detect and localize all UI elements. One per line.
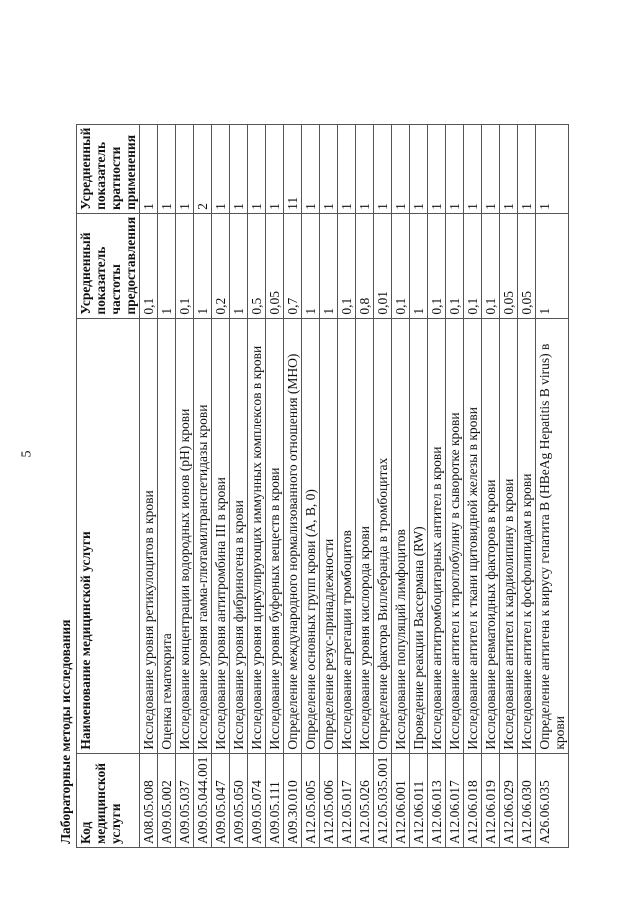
table-row: [482, 124, 500, 847]
cell-code: A12.05.017: [338, 753, 356, 847]
cell-frequency: 1: [320, 213, 338, 318]
cell-frequency: 0,1: [140, 213, 158, 318]
cell-name: Исследование уровня ретикулоцитов в крови: [140, 318, 158, 753]
cell-multiplicity: 1: [392, 124, 410, 213]
cell-name: Исследование антител к ткани щитовидной железы в крови: [464, 318, 482, 753]
cell-multiplicity: 2: [194, 124, 212, 213]
cell-name: Исследование антител к кардиолипину в крови: [500, 318, 518, 753]
cell-code: A09.05.111: [266, 753, 284, 847]
cell-frequency: 0,1: [428, 213, 446, 318]
cell-name: Определение фактора Виллебранда в тромбоцитах: [374, 318, 392, 753]
table-row: [158, 124, 176, 847]
cell-code: A09.05.037: [176, 753, 194, 847]
table-row: [446, 124, 464, 847]
cell-frequency: 0,05: [518, 213, 536, 318]
cell-frequency: 0,1: [482, 213, 500, 318]
cell-frequency: 0,8: [356, 213, 374, 318]
cell-multiplicity: 1: [410, 124, 428, 213]
cell-multiplicity: 1: [212, 124, 230, 213]
cell-multiplicity: 1: [446, 124, 464, 213]
cell-frequency: 0,1: [338, 213, 356, 318]
table-row: [140, 124, 158, 847]
cell-code: A12.06.017: [446, 753, 464, 847]
cell-multiplicity: 1: [320, 124, 338, 213]
cell-code: A12.06.001: [392, 753, 410, 847]
cell-frequency: 0,5: [248, 213, 266, 318]
page-number: 5: [19, 450, 35, 458]
table-row: [536, 124, 569, 847]
cell-frequency: 1: [230, 213, 248, 318]
table-row: [338, 124, 356, 847]
table-row: [248, 124, 266, 847]
cell-code: A12.06.013: [428, 753, 446, 847]
table-row: [194, 124, 212, 847]
cell-frequency: 1: [302, 213, 320, 318]
cell-multiplicity: 1: [356, 124, 374, 213]
cell-name: Исследование антител к тироглобулину в сыворотке крови: [446, 318, 464, 753]
cell-multiplicity: 1: [140, 124, 158, 213]
cell-code: A09.05.047: [212, 753, 230, 847]
cell-multiplicity: 1: [158, 124, 176, 213]
cell-name: Исследование уровня антитромбина III в крови: [212, 318, 230, 753]
table-row: [266, 124, 284, 847]
cell-code: A12.06.011: [410, 753, 428, 847]
table-row: [230, 124, 248, 847]
cell-code: A12.06.030: [518, 753, 536, 847]
cell-code: A12.06.018: [464, 753, 482, 847]
cell-multiplicity: 1: [266, 124, 284, 213]
table-row: [500, 124, 518, 847]
cell-multiplicity: 1: [176, 124, 194, 213]
header-code: Код медицинской услуги: [77, 753, 140, 847]
cell-code: A12.06.029: [500, 753, 518, 847]
cell-name: Исследование популяций лимфоцитов: [392, 318, 410, 753]
cell-frequency: 1: [410, 213, 428, 318]
cell-code: A12.05.006: [320, 753, 338, 847]
cell-frequency: 0,1: [446, 213, 464, 318]
table-row: [518, 124, 536, 847]
cell-multiplicity: 1: [536, 124, 569, 213]
cell-frequency: 0,01: [374, 213, 392, 318]
cell-code: A12.05.035.001: [374, 753, 392, 847]
table-row: [320, 124, 338, 847]
table-row: [212, 124, 230, 847]
cell-name: Исследование уровня гамма-глютамилтранспетидазы крови: [194, 318, 212, 753]
cell-code: A12.05.005: [302, 753, 320, 847]
cell-multiplicity: 1: [482, 124, 500, 213]
cell-multiplicity: 1: [230, 124, 248, 213]
cell-multiplicity: 1: [374, 124, 392, 213]
cell-name: Исследование агрегации тромбоцитов: [338, 318, 356, 753]
table-row: [428, 124, 446, 847]
cell-multiplicity: 1: [248, 124, 266, 213]
cell-code: A12.06.019: [482, 753, 500, 847]
table-row: [410, 124, 428, 847]
table-header-row: [77, 124, 140, 847]
cell-name: Исследование антитромбоцитарных антител в крови: [428, 318, 446, 753]
cell-frequency: 0,1: [464, 213, 482, 318]
services-table: [76, 124, 569, 848]
cell-name: Определение основных групп крови (A, B, 0): [302, 318, 320, 753]
cell-code: A12.05.026: [356, 753, 374, 847]
cell-name: Определение международного нормализованного отношения (МНО): [284, 318, 302, 753]
cell-name: Исследование уровня кислорода крови: [356, 318, 374, 753]
cell-name: Исследование ревматоидных факторов в крови: [482, 318, 500, 753]
cell-name: Проведение реакции Вассермана (RW): [410, 318, 428, 753]
table-row: [356, 124, 374, 847]
cell-frequency: 0,1: [392, 213, 410, 318]
section-caption: Лабораторные методы исследования: [58, 619, 73, 844]
cell-code: A09.05.074: [248, 753, 266, 847]
cell-name: Исследование уровня фибриногена в крови: [230, 318, 248, 753]
cell-multiplicity: 1: [338, 124, 356, 213]
cell-name: Исследование уровня буферных веществ в крови: [266, 318, 284, 753]
cell-frequency: 0,7: [284, 213, 302, 318]
table-row: [392, 124, 410, 847]
table-row: [464, 124, 482, 847]
cell-multiplicity: 1: [518, 124, 536, 213]
cell-code: A09.30.010: [284, 753, 302, 847]
cell-code: A09.05.002: [158, 753, 176, 847]
cell-frequency: 1: [158, 213, 176, 318]
cell-frequency: 0,1: [176, 213, 194, 318]
header-multiplicity: Усредненный показатель кратности применения: [77, 124, 140, 213]
table-row: [302, 124, 320, 847]
header-name: Наименование медицинской услуги: [77, 318, 140, 753]
cell-name: Определение резус-принадлежности: [320, 318, 338, 753]
cell-code: A09.05.044.001: [194, 753, 212, 847]
cell-multiplicity: 1: [464, 124, 482, 213]
cell-name: Исследование антител к фосфолипидам в крови: [518, 318, 536, 753]
cell-frequency: 0,2: [212, 213, 230, 318]
cell-multiplicity: 1: [302, 124, 320, 213]
table-row: [176, 124, 194, 847]
cell-multiplicity: 1: [428, 124, 446, 213]
cell-name: Определение антигена к вирусу гепатита B (HBeAg Hepatitis B virus) в крови: [536, 318, 569, 753]
cell-frequency: 1: [536, 213, 569, 318]
table-row: [374, 124, 392, 847]
cell-frequency: 1: [194, 213, 212, 318]
table-row: [284, 124, 302, 847]
cell-frequency: 0,05: [266, 213, 284, 318]
cell-name: Исследование уровня циркулирующих иммунных комплексов в крови: [248, 318, 266, 753]
cell-name: Оценка гематокрита: [158, 318, 176, 753]
header-frequency: Усредненный показатель частоты предоставления: [77, 213, 140, 318]
cell-multiplicity: 11: [284, 124, 302, 213]
cell-frequency: 0,05: [500, 213, 518, 318]
cell-code: A09.05.050: [230, 753, 248, 847]
cell-name: Исследование концентрации водородных ионов (pH) крови: [176, 318, 194, 753]
table-body: [140, 124, 569, 847]
cell-code: A08.05.008: [140, 753, 158, 847]
cell-code: A26.06.035: [536, 753, 569, 847]
document-page: [54, 20, 639, 860]
cell-multiplicity: 1: [500, 124, 518, 213]
